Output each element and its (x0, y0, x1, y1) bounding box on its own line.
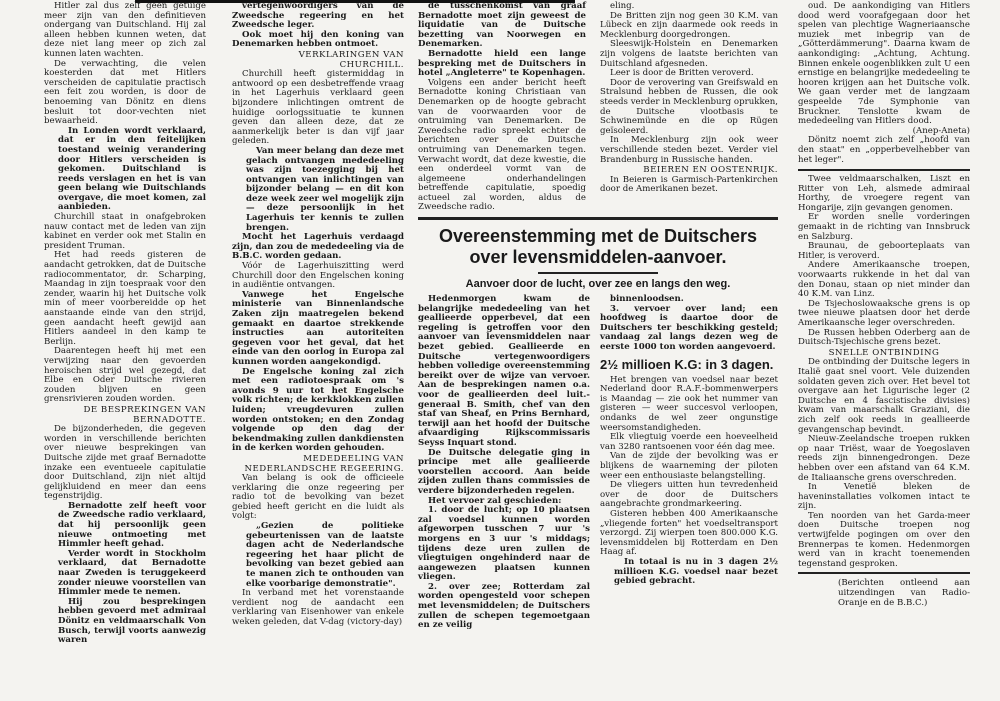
paragraph: Vóór de Lagerhuiszitting werd Churchill door den Engelschen koning in audiëntie ontvangen. (232, 261, 404, 291)
paragraph: Leer is door de Britten veroverd. (610, 68, 754, 79)
paragraph: Elk vliegtuig voerde een hoeveelheid van 3280 rantsoenen voor één dag mee. (600, 432, 778, 452)
paragraph: vertegenwoordigers van de Zweedsche regeering en het Zweedsche leger. (232, 1, 404, 31)
paragraph: Volgens een ander bericht heeft Bernadotte koning Christiaan van Denemarken op de hoogte gebracht van de voorwaarden voor de ontruiming van Denemarken. De Zweedsche radio spreekt echter de berichten over de Duitsche ontruiming van Denemarken tegen. Verwacht wordt, dat deze kwestie, die een onderdeel vormt van de algemeene onderhandelingen betreffende capitulatie, spoedig actueel zal worden, aldus de Zweedsche radio. (418, 77, 586, 213)
paragraph: Braunau, de geboorteplaats van Hitler, is veroverd. (798, 241, 970, 261)
section-heading: MEDEDEELING VAN NEDERLANDSCHE REGEERING. (244, 453, 404, 474)
paragraph: Het vervoer zal geschieden: (428, 495, 562, 506)
article-paragraphs (798, 175, 970, 348)
paragraph: De vliegers uitten hun tevredenheid over de door de Duitschers aangebrachte grondmarkeering. (600, 480, 778, 510)
column-5 (798, 2, 970, 608)
source-credit: (Berichten ontleend aan uitzendingen van Radio-Oranje en de B.B.C.) (838, 578, 970, 608)
divider (418, 217, 778, 220)
divider (798, 169, 970, 171)
headline-line: over levensmiddelen-aanvoer. (469, 247, 727, 268)
paragraph: De ontbinding der Duitsche legers in Italië gaat snel voort. Vele duizenden soldaten geven zich over. Het bevel tot overgave aan het Ligurische leger (2 Duitsche en 4 fascistische divisies) kwam van maarschalk Graziani, die zich zelf ook reeds in geallieerde gevangenschap bevindt. (798, 357, 970, 435)
paragraph: De bijzonderheden, die gegeven worden in verschillende berichten over nieuwe besprekingen van Duitsche zijde met graaf Bernadotte inzake een eventueele capitulatie door Duitschland, zijn niet altijd gelijkluidend en meer dan eens tegenstrijdig. (44, 424, 206, 502)
paragraph: Bernadotte zelf heeft voor de Zweedsche radio verklaard, dat hij persoonlijk geen nieuwe ontmoeting met Himmler heeft gehad. (58, 500, 206, 550)
middle-section (418, 2, 778, 631)
paragraph: Churchill heeft gistermiddag in antwoord op een desbetreffende vraag in het Lagerhuis verklaard geen bijzondere inlichtingen omtrent de huidige oorlogssituatie te kunnen geven dan alleen deze, dat ze aanmerkelijk beter is dan vijf jaar geleden. (232, 69, 404, 147)
paragraph: Gisteren hebben 400 Amerikaansche „vliegende forten" het voedseltransport verzorgd. Zij wierpen toen 800.000 K.G. levensmiddelen bij Rotterdam en Den Haag af. (600, 508, 778, 558)
paragraph: Hedenmorgen kwam de belangrijke mededeeling van het geallieerde opperbevel, dat een regeling is getroffen voor den aanvoer van levensmiddelen naar bezet gebied. Geallieerde en Duitsche vertegenwoordigers hebben volledige overeenstemming bereikt over de wijze van vervoer. Aan de besprekingen namen o.a. voor de geallieerden deel luit.-generaal B. Smith, chef van den staf van Sheaf, en Prins Bernhard, terwijl aan het hoofd der Duitsche afvaardiging Rijkscommissaris Seyss Inquart stond. (418, 294, 590, 448)
paragraph: 1. door de lucht; op 10 plaatsen zal voedsel kunnen worden afgeworpen tusschen 7 uur 's morgens en 3 uur 's middags; tijdens deze uren zullen de vliegtuigen ongehinderd naar de aangewezen plaatsen kunnen vliegen. (418, 505, 590, 583)
paragraph: oud. De aankondiging van Hitlers dood werd voorafgegaan door het spelen van plechtige Wagneriaansche muziek met inbegrip van de „Götterdämmerung". Daarna kwam de aankondiging: „Achtung, Achtung. Binnen enkele oogenblikken zult U een ernstige en belangrijke mededeeling te hooren krijgen aan het Duitsche volk. We gaan verder met de langzaam gespeelde 7de Symphonie van Bruckner. Tenslotte kwam de mededeeling van Hitlers dood. (798, 1, 970, 127)
section-heading: SNELLE ONTBINDING (828, 347, 940, 358)
article-paragraphs (798, 358, 970, 569)
article-paragraphs (798, 2, 970, 127)
paragraph: Daarentegen heeft hij met een verwijzing naar den gevoerden heroischen strijd wel gezegd, dat Elbe en Oder Duitsche rivieren zouden blijven en geen grensrivieren zouden worden. (44, 346, 206, 405)
paragraph: De Britten zijn nog geen 30 K.M. van Lübeck en zijn daarmede ook reeds in Mecklenburg doorgedrongen. (600, 10, 778, 40)
paragraph: De Russen hebben Oderberg aan de Duitsch-Tsjechische grens bezet. (798, 327, 970, 348)
paragraph: Ook moet hij den koning van Denemarken hebben ontmoet. (232, 29, 404, 50)
subheadline: Aanvoer door de lucht, over zee en langs den weg. (465, 278, 731, 291)
paragraph: eling. (610, 1, 635, 11)
paragraph: Dönitz noemt zich zelf „hoofd van den staat" en „opperbevelhebber van het leger". (798, 135, 970, 165)
paragraph: Mocht het Lagerhuis verdaagd zijn, dan zou de mededeeling via de B.B.C. worden gedaan. (232, 232, 404, 262)
article-columns (418, 295, 778, 631)
paragraph: Hitler zal dus zelf geen getuige meer zijn van den definitieven ondergang van Duitschland. Hij zal alleen hebben kunnen weten, dat deze niet lang meer op zich zal kunnen laten wachten. (44, 1, 206, 59)
paragraph: In Mecklenburg zijn ook weer verschillende steden bezet. Verder viel Brandenburg in Russische handen. (600, 135, 778, 165)
paragraph: Vanwege het Engelsche ministerie van Binnenlandsche Zaken zijn maatregelen bekend gemaakt en daartoe strekkende instructies aan autoriteiten gegeven voor het geval, dat het einde van den oorlog in Europa zal kunnen worden aangekondigd. (232, 289, 404, 367)
article-paragraphs (600, 2, 778, 165)
paragraph: Nieuw-Zeelandsche troepen rukken op naar Triëst, waar de Yoegoslaven reeds zijn binnengedrongen. Deze hebben over een afstand van 64 K.M. de Italiaansche grens overschreden. (798, 434, 970, 483)
article-paragraphs (232, 2, 404, 50)
column-2 (232, 2, 404, 628)
headline-line: Overeenstemming met de Duitschers (438, 226, 758, 247)
paragraph: Churchill staat in onafgebroken nauw contact met de leden van zijn kabinet en verder ook met Stalin en president Truman. (44, 212, 206, 251)
column-3 (418, 2, 586, 213)
paragraph: Van meer belang dan deze met gelach ontvangen mededeeling was zijn toezegging bij het ontvangen van inlichtingen van bijzonder belang — en dit kon deze week zeer wel mogelijk zijn — deze persoonlijk in het Lagerhuis ter kennis te zullen brengen. (246, 145, 404, 233)
paragraph: De verwachting, die velen koesterden dat met Hitlers verscheiden de capitulatie practisch een feit zou worden, is door de benoeming van Dönitz en diens besluit tot door-vechten niet bewaarheid. (44, 58, 206, 127)
paragraph: Sleeswijk-Holstein en Denemarken zijn volgens de laatste berichten van Duitschland afgesneden. (600, 39, 778, 69)
article-left-column (418, 295, 590, 631)
paragraph: Verder wordt in Stockholm verklaard, dat Bernadotte naar Zweden is teruggekeerd zonder nieuwe voorstellen van Himmler mede te nemen. (58, 548, 206, 598)
paragraph: Twee veldmaarschalken, Liszt en Ritter von Leh, alsmede admiraal Horthy, de vroegere regent van Hongarije, zijn gevangen genomen. (798, 174, 970, 213)
article-paragraphs (600, 295, 778, 353)
paragraph: De Engelsche koning zal zich met een radiotoespraak om 's avonds 9 uur tot het Engelsche volk richten; de kerkklokken zullen luiden; vreugdevuren zullen worden ontstoken; en den Zondag volgende op den dag der bekendmaking zullen dankdiensten in de kerken worden gehouden. (232, 366, 404, 454)
paragraph: De Duitsche delegatie ging in principe met alle geallieerde voorstellen accoord. Aan beide zijden zullen thans commissies de verdere bijzonderheden regelen. (418, 447, 590, 496)
column-1 (44, 2, 206, 646)
paragraph: binnenloodsen. (610, 294, 684, 305)
paragraph: „Gezien de politieke gebeurtenissen van de laatste dagen acht de Nederlandsche regeering het haar plicht de bevolking van bezet gebied aan te manen zich te onthouden van elke voorbarige demonstratie". (246, 521, 404, 589)
article-paragraphs (798, 136, 970, 165)
paragraph: Er worden snelle vorderingen gemaakt in de richting van Innsbruck en Salzburg. (798, 212, 970, 242)
divider (538, 272, 658, 274)
paragraph: Van belang is ook de officieele verklaring die onze regeering per radio tot de bevolking van bezet gebied heeft gericht en die luidt als volgt: (232, 473, 404, 522)
headline (418, 226, 778, 268)
section-heading: VERKLARINGEN VAN CHURCHILL. (298, 49, 404, 70)
paragraph: Van de zijde der bevolking was er blijkens de waarneming der piloten weer een enthousiaste belangstelling. (600, 451, 778, 481)
paragraph: 3. vervoer over land; een hoofdweg is daartoe door de Duitschers ter beschikking gesteld; vandaag zal langs dezen weg de eerste 1000 ton worden aangevoerd. (600, 303, 778, 353)
paragraph: Bernadotte hield een lange bespreking met de Duitschers in hotel „Angleterre" te Kopenhagen. (418, 48, 586, 79)
paragraph: de tusschenkomst van graaf Bernadotte moet zijn geweest de liquidatie van de Duitsche bezetting van Noorwegen en Denemarken. (418, 1, 586, 50)
column-4 (600, 2, 778, 213)
paragraph: In Londen wordt verklaard, dat er in den feitelijken toestand weinig verandering door Hitlers verscheiden is gekomen. Duitschland is reeds verslagen en het is van geen belang wie Duitschlands overgave, die moet komen, zal aanbieden. (58, 125, 206, 213)
paragraph: Door de verovering van Greifswald en Stralsund hebben de Russen, die ook steeds verder in Mecklenburg oprukken, de Duitsche vlootbasis te Schwinemünde en die op Rügen geïsoleerd. (600, 77, 778, 136)
middle-top-columns (418, 2, 778, 213)
divider (798, 572, 970, 574)
paragraph: De Tsjechoslowaaksche grens is op twee nieuwe plaatsen door het derde Amerikaansche leger overschreden. (798, 298, 970, 328)
article-paragraphs (600, 176, 778, 195)
paragraph: In Venetië bleken de haveninstallaties volkomen intact te zijn. (798, 482, 970, 512)
paragraph: Het brengen van voedsel naar bezet Nederland door R.A.F.-bommenwerpers is Maandag — zie ook het nummer van gisteren — weer succesvol verloopen, ondanks de wel zeer ongunstige weersomstandigheden. (600, 374, 778, 433)
article-paragraphs (44, 2, 206, 405)
second-heading: 2½ millioen K.G: in 3 dagen. (600, 356, 774, 372)
article-right-column (600, 295, 778, 631)
paragraph: Andere Amerikaansche troepen, voorwaarts rukkende in het dal van den Donau, staan op niet minder dan 40 K.M. van Linz. (798, 260, 970, 300)
paragraph: In totaal is nu in 3 dagen 2½ millioen K.G. voedsel naar bezet gebied gebracht. (614, 556, 778, 587)
section-heading: BEIEREN EN OOSTENRIJK. (643, 165, 778, 176)
article-paragraphs (232, 70, 404, 454)
paragraph: Hij zou besprekingen hebben gevoerd met admiraal Dönitz en veldmaarschalk Von Busch, terwijl voorts aanwezig waren (58, 596, 206, 646)
article-paragraphs (600, 376, 778, 587)
section-heading: DE BESPREKINGEN VAN BERNADOTTE. (83, 404, 206, 425)
paragraph: 2. over zee; Rotterdam zal worden opengesteld voor schepen met levensmiddelen; de Duitschers zullen de schepen tegemoetgaan en ze veilig (418, 581, 590, 631)
article-paragraphs (418, 295, 590, 631)
article-paragraphs (44, 425, 206, 646)
paragraph: In verband met het vorenstaande verdient nog de aandacht een verklaring van Eisenhower van enkele weken geleden, dat V-dag (victory-day) (232, 588, 404, 627)
paragraph: In Beieren is Garmisch-Partenkirchen door de Amerikanen bezet. (600, 174, 778, 195)
article-paragraphs (232, 474, 404, 628)
paragraph: Ten noorden van het Garda-meer doen Duitsche troepen nog vertwijfelde pogingen om over den Brennerpas te komen. Hedenmorgen werd van in kracht toenemenden tegenstand gesproken. (798, 510, 970, 569)
paragraph: Het had reeds gisteren de aandacht getrokken, dat de Duitsche radiocommentator, dr. Scharping, Maandag in zijn toespraak voor den zender, waarin hij het Duitsche volk min of meer voorbereidde op het aanstaande einde van den strijd, geen aandacht heeft gewijd aan Hitlers aandeel in den kamp te Berlijn. (44, 250, 206, 347)
article-paragraphs (418, 2, 586, 213)
source-credit: (Anep-Aneta) (912, 125, 970, 136)
